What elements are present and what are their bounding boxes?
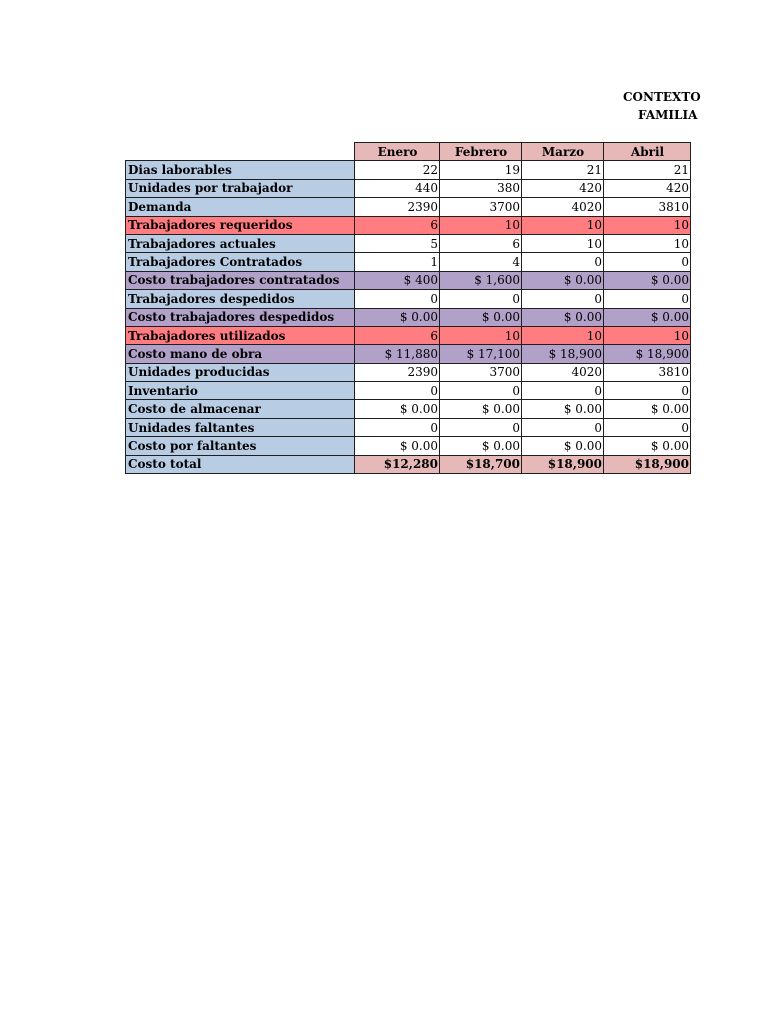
table-cell[interactable]: 10 bbox=[440, 326, 522, 344]
table-cell[interactable]: $ 0.00 bbox=[355, 308, 440, 326]
row-label[interactable]: Trabajadores Contratados bbox=[126, 253, 355, 271]
row-label[interactable]: Inventario bbox=[126, 382, 355, 400]
table-cell[interactable]: 10 bbox=[604, 216, 691, 234]
header-title-line-1: CONTEXTO bbox=[623, 90, 701, 104]
table-row bbox=[126, 179, 691, 197]
row-label[interactable]: Unidades producidas bbox=[126, 363, 355, 381]
table-cell[interactable]: 19 bbox=[440, 161, 522, 179]
table-row bbox=[126, 326, 691, 344]
table-cell[interactable]: $ 0.00 bbox=[604, 400, 691, 418]
table-cell[interactable]: 6 bbox=[355, 216, 440, 234]
table-cell[interactable]: 22 bbox=[355, 161, 440, 179]
table-cell[interactable]: $18,900 bbox=[522, 455, 604, 473]
column-header-abril: Abril bbox=[604, 143, 691, 161]
table-row bbox=[126, 437, 691, 455]
table-cell[interactable]: 0 bbox=[604, 253, 691, 271]
table-cell[interactable]: 420 bbox=[522, 179, 604, 197]
table-cell[interactable]: $ 17,100 bbox=[440, 345, 522, 363]
table-cell[interactable]: $18,900 bbox=[604, 455, 691, 473]
table-cell[interactable]: $ 0.00 bbox=[440, 400, 522, 418]
table-cell[interactable]: 10 bbox=[604, 234, 691, 252]
table-cell[interactable]: $ 0.00 bbox=[440, 308, 522, 326]
table-cell[interactable]: $18,700 bbox=[440, 455, 522, 473]
table-cell[interactable]: 0 bbox=[355, 382, 440, 400]
table-cell[interactable]: 10 bbox=[522, 234, 604, 252]
table-row bbox=[126, 161, 691, 179]
row-label[interactable]: Trabajadores actuales bbox=[126, 234, 355, 252]
table-row bbox=[126, 400, 691, 418]
table-row bbox=[126, 271, 691, 289]
table-row bbox=[126, 198, 691, 216]
table-cell[interactable]: 420 bbox=[604, 179, 691, 197]
row-label[interactable]: Unidades faltantes bbox=[126, 418, 355, 436]
table-cell[interactable]: 0 bbox=[440, 290, 522, 308]
table-cell[interactable]: $ 400 bbox=[355, 271, 440, 289]
table-cell[interactable]: 6 bbox=[440, 234, 522, 252]
table-row bbox=[126, 345, 691, 363]
table-cell[interactable]: 440 bbox=[355, 179, 440, 197]
row-label[interactable]: Costo de almacenar bbox=[126, 400, 355, 418]
document-header bbox=[623, 88, 701, 124]
table-cell[interactable]: $ 0.00 bbox=[440, 437, 522, 455]
row-label[interactable]: Costo mano de obra bbox=[126, 345, 355, 363]
planning-table bbox=[125, 142, 691, 474]
row-label[interactable]: Dias laborables bbox=[126, 161, 355, 179]
table-cell[interactable]: 4020 bbox=[522, 198, 604, 216]
table-cell[interactable]: 0 bbox=[522, 253, 604, 271]
table-cell[interactable]: 4020 bbox=[522, 363, 604, 381]
table-cell[interactable]: $ 0.00 bbox=[522, 437, 604, 455]
column-header-febrero: Febrero bbox=[440, 143, 522, 161]
table-cell[interactable]: $12,280 bbox=[355, 455, 440, 473]
table-cell[interactable]: 2390 bbox=[355, 363, 440, 381]
table-cell[interactable]: $ 18,900 bbox=[522, 345, 604, 363]
row-label[interactable]: Trabajadores requeridos bbox=[126, 216, 355, 234]
table-cell[interactable]: 10 bbox=[522, 326, 604, 344]
table-cell[interactable]: 5 bbox=[355, 234, 440, 252]
table-cell[interactable]: 4 bbox=[440, 253, 522, 271]
table-cell[interactable]: 10 bbox=[440, 216, 522, 234]
table-cell[interactable]: 6 bbox=[355, 326, 440, 344]
table-cell[interactable]: $ 0.00 bbox=[355, 437, 440, 455]
row-label[interactable]: Costo trabajadores contratados bbox=[126, 271, 355, 289]
table-cell[interactable]: 3810 bbox=[604, 363, 691, 381]
row-label[interactable]: Costo trabajadores despedidos bbox=[126, 308, 355, 326]
table-cell[interactable]: $ 0.00 bbox=[604, 271, 691, 289]
row-label[interactable]: Unidades por trabajador bbox=[126, 179, 355, 197]
column-header-enero: Enero bbox=[355, 143, 440, 161]
row-label[interactable]: Costo por faltantes bbox=[126, 437, 355, 455]
table-cell[interactable]: 0 bbox=[355, 290, 440, 308]
table-cell[interactable]: 0 bbox=[522, 290, 604, 308]
table-cell[interactable]: 21 bbox=[604, 161, 691, 179]
table-cell[interactable]: 0 bbox=[355, 418, 440, 436]
table-body bbox=[126, 161, 691, 474]
header-title-line-2: FAMILIA bbox=[638, 108, 698, 122]
table-row bbox=[126, 290, 691, 308]
table-row bbox=[126, 234, 691, 252]
table-cell[interactable]: $ 0.00 bbox=[522, 400, 604, 418]
table-cell[interactable]: $ 0.00 bbox=[604, 308, 691, 326]
table-cell[interactable]: 3810 bbox=[604, 198, 691, 216]
table-cell[interactable]: $ 1,600 bbox=[440, 271, 522, 289]
table-cell[interactable]: 2390 bbox=[355, 198, 440, 216]
table-cell[interactable]: 21 bbox=[522, 161, 604, 179]
row-label[interactable]: Demanda bbox=[126, 198, 355, 216]
table-cell[interactable]: $ 0.00 bbox=[604, 437, 691, 455]
table-cell[interactable]: 0 bbox=[604, 418, 691, 436]
table-cell[interactable]: 1 bbox=[355, 253, 440, 271]
table-row bbox=[126, 418, 691, 436]
table-cell[interactable]: $ 11,880 bbox=[355, 345, 440, 363]
table-cell[interactable]: 380 bbox=[440, 179, 522, 197]
table-row bbox=[126, 216, 691, 234]
table-cell[interactable]: 0 bbox=[522, 382, 604, 400]
table-cell[interactable]: 3700 bbox=[440, 198, 522, 216]
month-header-row bbox=[126, 143, 691, 161]
table-row bbox=[126, 253, 691, 271]
table-row bbox=[126, 308, 691, 326]
table-cell[interactable]: 10 bbox=[604, 326, 691, 344]
table-cell[interactable]: 3700 bbox=[440, 363, 522, 381]
row-label[interactable]: Costo total bbox=[126, 455, 355, 473]
table-cell[interactable]: $ 0.00 bbox=[355, 400, 440, 418]
table-row bbox=[126, 455, 691, 473]
table-row bbox=[126, 363, 691, 381]
column-header-marzo: Marzo bbox=[522, 143, 604, 161]
table-cell[interactable]: 0 bbox=[604, 382, 691, 400]
table-cell[interactable]: 10 bbox=[522, 216, 604, 234]
table-cell[interactable]: $ 0.00 bbox=[522, 271, 604, 289]
table-row bbox=[126, 382, 691, 400]
table-cell[interactable]: 0 bbox=[522, 418, 604, 436]
table-cell[interactable]: 0 bbox=[440, 418, 522, 436]
table-cell[interactable]: $ 0.00 bbox=[522, 308, 604, 326]
table-cell[interactable]: 0 bbox=[440, 382, 522, 400]
row-label[interactable]: Trabajadores utilizados bbox=[126, 326, 355, 344]
table-cell[interactable]: 0 bbox=[604, 290, 691, 308]
table-cell[interactable]: $ 18,900 bbox=[604, 345, 691, 363]
row-label[interactable]: Trabajadores despedidos bbox=[126, 290, 355, 308]
header-corner-cell bbox=[126, 143, 355, 161]
